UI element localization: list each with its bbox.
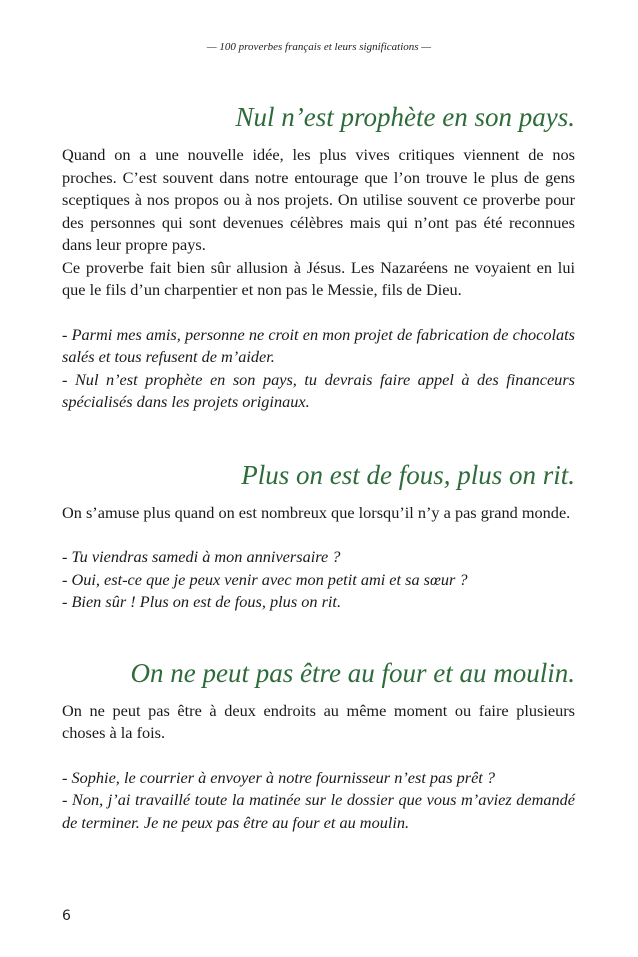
proverb-example bbox=[62, 324, 575, 414]
example-line: - Oui, est-ce que je peux venir avec mon petit ami et sa sœur ? bbox=[62, 569, 468, 589]
running-header: — 100 proverbes français et leurs significations — bbox=[206, 41, 432, 53]
example-line: - Non, j’ai travaillé toute la matinée sur le dossier que vous m’aviez demandé de terminer. Je ne peux pas être au four et au moulin. bbox=[62, 790, 575, 832]
proverb-section bbox=[62, 100, 575, 414]
example-line: - Sophie, le courrier à envoyer à notre fournisseur n’est pas prêt ? bbox=[62, 767, 496, 787]
proverb-example bbox=[62, 767, 575, 835]
example-line: - Nul n’est prophète en son pays, tu devrais faire appel à des financeurs spécialisés dans les projets originaux. bbox=[62, 369, 575, 411]
proverb-meaning bbox=[62, 700, 575, 745]
proverb-title: Plus on est de fous, plus on rit. bbox=[241, 459, 575, 490]
section-spacer bbox=[62, 414, 575, 458]
proverb-title: Nul n’est prophète en son pays. bbox=[235, 102, 575, 132]
meaning-paragraph: On s’amuse plus quand on est nombreux que lorsqu’il n’y a pas grand monde. bbox=[62, 502, 571, 522]
example-line: - Parmi mes amis, personne ne croit en mon projet de fabrication de chocolats salés et tous refusent de m’aider. bbox=[62, 324, 575, 366]
proverb-title: On ne peut pas être au four et au moulin. bbox=[130, 657, 575, 688]
proverb-section bbox=[62, 656, 575, 835]
proverb-meaning bbox=[62, 502, 575, 525]
proverb-section bbox=[62, 458, 575, 614]
example-line: - Bien sûr ! Plus on est de fous, plus on rit. bbox=[62, 592, 342, 611]
example-line: - Tu viendras samedi à mon anniversaire ? bbox=[62, 547, 341, 566]
proverb-example bbox=[62, 546, 575, 614]
meaning-paragraph: Quand on a une nouvelle idée, les plus vives critiques viennent de nos proches. C’est souvent dans notre entourage que l’on trouve le plus de gens sceptiques à nos propos ou à nos projets. On utilise souvent ce proverbe pour des personnes qui sont devenues célèbres mais qui n’ont pas été reconnues dans leur propre pays. bbox=[62, 145, 575, 254]
meaning-paragraph: On ne peut pas être à deux endroits au même moment ou faire plusieurs choses à la fois. bbox=[62, 700, 575, 742]
page-number: 6 bbox=[62, 908, 71, 924]
proverb-meaning bbox=[62, 144, 575, 302]
page-content bbox=[62, 100, 575, 834]
meaning-paragraph: Ce proverbe fait bien sûr allusion à Jésus. Les Nazaréens ne voyaient en lui que le fils d’un charpentier et non pas le Messie, fils de Dieu. bbox=[62, 257, 575, 299]
section-spacer bbox=[62, 614, 575, 656]
